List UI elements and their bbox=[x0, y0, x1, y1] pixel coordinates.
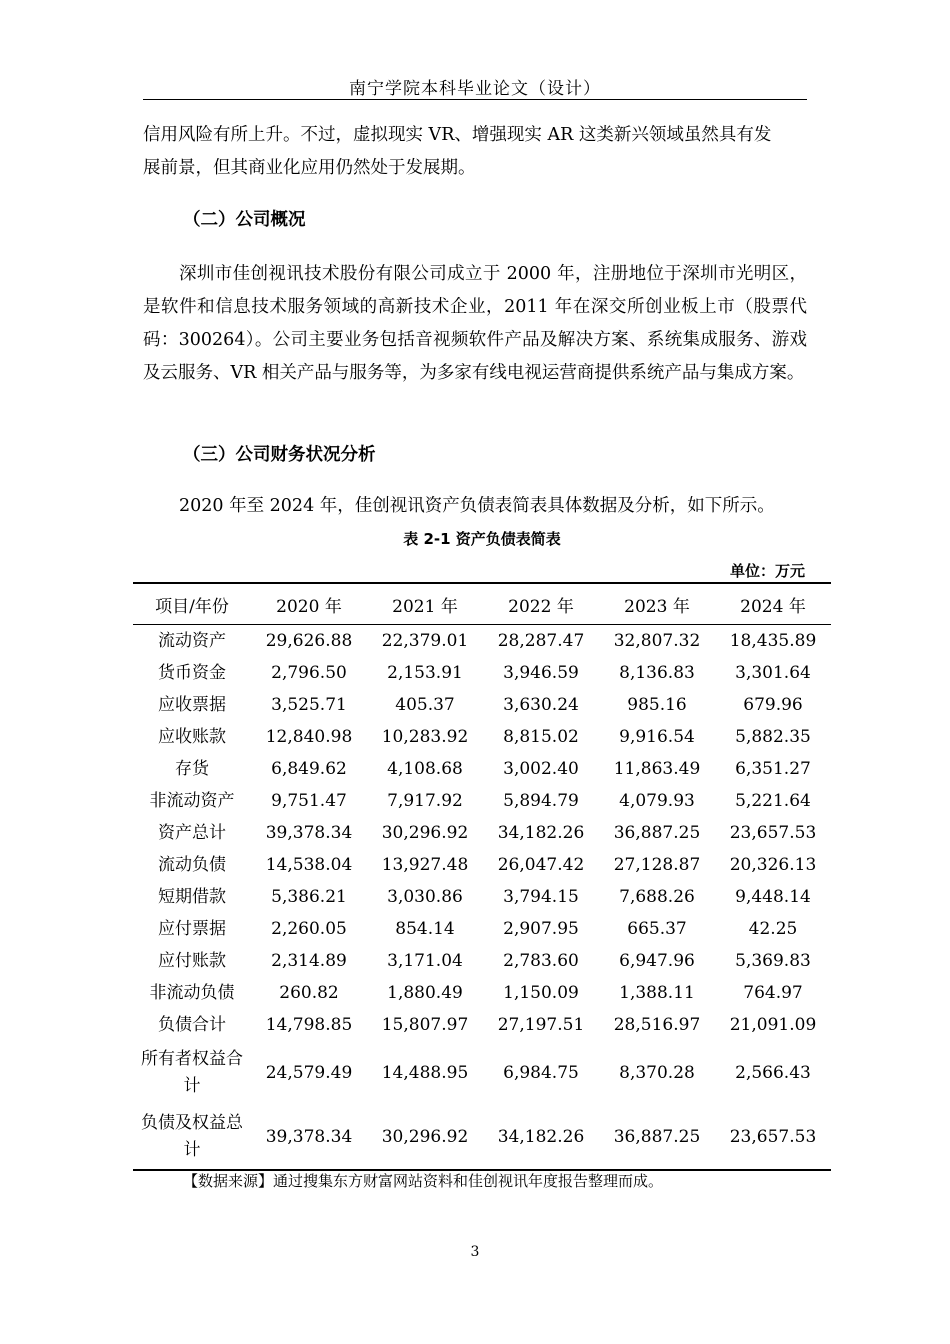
table-cell: 36,887.25 bbox=[599, 1105, 715, 1170]
table-cell: 12,840.98 bbox=[265, 727, 353, 747]
table-row bbox=[133, 849, 831, 881]
table-cell: 3,525.71 bbox=[271, 695, 347, 715]
table-cell: 764.97 bbox=[743, 983, 803, 1003]
table-cell: 3,002.40 bbox=[503, 759, 579, 779]
header-divider bbox=[143, 99, 807, 100]
balance-sheet-table bbox=[133, 582, 831, 1171]
row-label: 存货 bbox=[175, 758, 209, 779]
row-label: 负债及权益总计 bbox=[133, 1105, 251, 1170]
table-cell: 28,287.47 bbox=[497, 631, 585, 651]
table-cell: 30,296.92 bbox=[367, 1105, 483, 1170]
table-cell: 7,688.26 bbox=[619, 887, 695, 907]
table-cell: 665.37 bbox=[627, 919, 687, 939]
table-unit: 单位：万元 bbox=[729, 562, 805, 580]
table-cell: 5,369.83 bbox=[735, 951, 811, 971]
page-number: 3 bbox=[470, 1244, 480, 1260]
table-cell: 23,657.53 bbox=[715, 1105, 831, 1170]
table-cell: 32,807.32 bbox=[613, 631, 701, 651]
table-header-row bbox=[133, 583, 831, 625]
table-cell: 39,378.34 bbox=[265, 823, 353, 843]
table-cell: 8,815.02 bbox=[503, 727, 579, 747]
table-cell: 9,448.14 bbox=[735, 887, 811, 907]
table-cell: 5,221.64 bbox=[735, 791, 811, 811]
table-cell: 36,887.25 bbox=[613, 823, 701, 843]
table-cell: 30,296.92 bbox=[381, 823, 469, 843]
table-cell: 21,091.09 bbox=[729, 1015, 817, 1035]
row-label: 货币资金 bbox=[158, 662, 226, 683]
row-label: 资产总计 bbox=[158, 822, 226, 843]
table-cell: 34,182.26 bbox=[483, 1105, 599, 1170]
table-row bbox=[133, 1105, 831, 1170]
header-item-year: 项目/年份 bbox=[133, 583, 251, 625]
table-cell: 29,626.88 bbox=[265, 631, 353, 651]
row-label: 短期借款 bbox=[158, 886, 226, 907]
intro-line-1: 信用风险有所上升。不过，虚拟现实 VR、增强现实 AR 这类新兴领域虽然具有发 bbox=[143, 125, 772, 145]
table-cell: 11,863.49 bbox=[613, 759, 701, 779]
company-overview-paragraph: 深圳市佳创视讯技术股份有限公司成立于 2000 年，注册地位于深圳市光明区，是软件和信息技术服务领域的高新技术企业，2011 年在深交所创业板上市（股票代码：300264）。公司主要业务包括音视频软件产品及解决方案、系统集成服务、游戏及云服务、VR 相关产品与服务等，为多家有线电视运营商提供系统产品与集成方案。 bbox=[143, 264, 807, 383]
table-row bbox=[133, 913, 831, 945]
header-2021: 2021 年 bbox=[367, 583, 483, 625]
table-cell: 2,566.43 bbox=[735, 1063, 811, 1083]
table-cell: 5,894.79 bbox=[503, 791, 579, 811]
page-header-title: 南宁学院本科毕业论文（设计） bbox=[349, 79, 601, 99]
table-cell: 854.14 bbox=[395, 919, 455, 939]
table-cell: 5,386.21 bbox=[271, 887, 347, 907]
table-cell: 2,796.50 bbox=[271, 663, 347, 683]
header-2023: 2023 年 bbox=[599, 583, 715, 625]
table-cell: 3,946.59 bbox=[503, 663, 579, 683]
table-cell: 26,047.42 bbox=[497, 855, 585, 875]
table-cell: 24,579.49 bbox=[265, 1063, 353, 1083]
header-2024: 2024 年 bbox=[715, 583, 831, 625]
table-cell: 405.37 bbox=[395, 695, 455, 715]
table-cell: 14,538.04 bbox=[265, 855, 353, 875]
table-cell: 8,370.28 bbox=[619, 1063, 695, 1083]
financial-intro-paragraph: 2020 年至 2024 年，佳创视讯资产负债表简表具体数据及分析，如下所示。 bbox=[179, 496, 775, 516]
section-heading-company-overview: （二）公司概况 bbox=[183, 210, 306, 230]
header-2022: 2022 年 bbox=[483, 583, 599, 625]
table-cell: 3,030.86 bbox=[387, 887, 463, 907]
table-row bbox=[133, 785, 831, 817]
table-cell: 9,751.47 bbox=[271, 791, 347, 811]
table-row bbox=[133, 689, 831, 721]
table-cell: 5,882.35 bbox=[735, 727, 811, 747]
table-cell: 39,378.34 bbox=[251, 1105, 367, 1170]
table-cell: 14,798.85 bbox=[265, 1015, 353, 1035]
table-cell: 15,807.97 bbox=[381, 1015, 469, 1035]
table-row bbox=[133, 881, 831, 913]
table-caption: 表 2-1 资产负债表简表 bbox=[403, 530, 561, 548]
table-row bbox=[133, 753, 831, 785]
table-cell: 679.96 bbox=[743, 695, 803, 715]
table-cell: 2,783.60 bbox=[503, 951, 579, 971]
table-cell: 18,435.89 bbox=[729, 631, 817, 651]
table-cell: 9,916.54 bbox=[619, 727, 695, 747]
table-row bbox=[133, 817, 831, 849]
table-row bbox=[133, 945, 831, 977]
table-row bbox=[133, 1041, 831, 1105]
table-row bbox=[133, 1009, 831, 1041]
table-cell: 260.82 bbox=[279, 983, 339, 1003]
table-row bbox=[133, 721, 831, 753]
row-label: 流动资产 bbox=[158, 630, 226, 651]
table-cell: 23,657.53 bbox=[729, 823, 817, 843]
table-cell: 1,150.09 bbox=[503, 983, 579, 1003]
table-row bbox=[133, 625, 831, 658]
table-cell: 6,351.27 bbox=[735, 759, 811, 779]
table-cell: 22,379.01 bbox=[381, 631, 469, 651]
table-cell: 3,794.15 bbox=[503, 887, 579, 907]
table-cell: 8,136.83 bbox=[619, 663, 695, 683]
table-cell: 27,197.51 bbox=[497, 1015, 585, 1035]
table-cell: 6,849.62 bbox=[271, 759, 347, 779]
table-cell: 3,171.04 bbox=[387, 951, 463, 971]
table-cell: 20,326.13 bbox=[729, 855, 817, 875]
table-row bbox=[133, 657, 831, 689]
table-row bbox=[133, 977, 831, 1009]
table-cell: 42.25 bbox=[748, 919, 798, 939]
table-cell: 6,947.96 bbox=[619, 951, 695, 971]
table-cell: 27,128.87 bbox=[613, 855, 701, 875]
row-label: 应付票据 bbox=[158, 918, 226, 939]
row-label: 非流动负债 bbox=[149, 982, 235, 1003]
data-source-note: 【数据来源】通过搜集东方财富网站资料和佳创视讯年度报告整理而成。 bbox=[183, 1172, 664, 1190]
intro-line-2: 展前景，但其商业化应用仍然处于发展期。 bbox=[143, 158, 476, 178]
table-cell: 28,516.97 bbox=[613, 1015, 701, 1035]
table-cell: 34,182.26 bbox=[497, 823, 585, 843]
row-label: 负债合计 bbox=[158, 1014, 226, 1035]
table-cell: 6,984.75 bbox=[503, 1063, 579, 1083]
table-cell: 13,927.48 bbox=[381, 855, 469, 875]
table-cell: 2,907.95 bbox=[503, 919, 579, 939]
row-label: 流动负债 bbox=[158, 854, 226, 875]
row-label: 非流动资产 bbox=[149, 790, 235, 811]
header-2020: 2020 年 bbox=[251, 583, 367, 625]
table-cell: 1,880.49 bbox=[387, 983, 463, 1003]
table-cell: 3,301.64 bbox=[735, 663, 811, 683]
table-cell: 7,917.92 bbox=[387, 791, 463, 811]
section-heading-financial-analysis: （三）公司财务状况分析 bbox=[183, 445, 376, 465]
table-cell: 4,079.93 bbox=[619, 791, 695, 811]
table-cell: 2,260.05 bbox=[271, 919, 347, 939]
table-cell: 10,283.92 bbox=[381, 727, 469, 747]
row-label: 应付账款 bbox=[158, 950, 226, 971]
table-cell: 1,388.11 bbox=[619, 983, 695, 1003]
row-label: 应收票据 bbox=[158, 694, 226, 715]
table-cell: 4,108.68 bbox=[387, 759, 463, 779]
row-label: 所有者权益合计 bbox=[141, 1049, 243, 1096]
table-cell: 3,630.24 bbox=[503, 695, 579, 715]
table-cell: 2,153.91 bbox=[387, 663, 463, 683]
table-cell: 2,314.89 bbox=[271, 951, 347, 971]
row-label: 应收账款 bbox=[158, 726, 226, 747]
table-cell: 985.16 bbox=[627, 695, 687, 715]
table-cell: 14,488.95 bbox=[381, 1063, 469, 1083]
